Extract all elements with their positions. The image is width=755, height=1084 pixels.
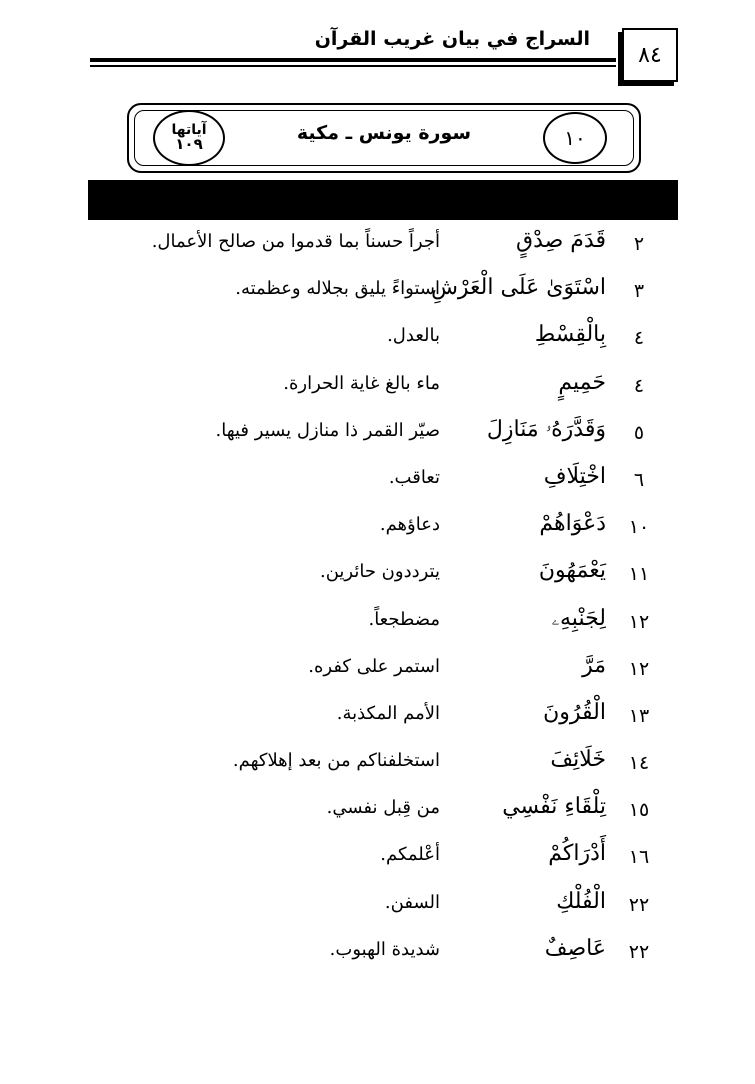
verse-count-badge (153, 110, 225, 166)
glossary-entry (88, 741, 678, 788)
glossary-entry (88, 364, 678, 411)
glossary-entry (88, 269, 678, 316)
word-meaning: السفن. (384, 891, 440, 913)
quranic-word: بِالْقِسْطِ (534, 322, 606, 348)
verse-number: ١٦ (628, 846, 650, 869)
page-number (622, 28, 678, 82)
glossary-entry (88, 647, 678, 694)
surah-banner (127, 103, 641, 173)
verse-number: ٤ (633, 327, 645, 350)
word-meaning: أعْلمكم. (380, 844, 440, 866)
word-meaning: الأمم المكذبة. (336, 702, 440, 724)
glossary-entry (88, 316, 678, 363)
glossary-entry (88, 505, 678, 552)
quranic-word: قَدَمَ صِدْقٍ (516, 228, 606, 253)
page-header (90, 24, 678, 84)
surah-name: سورة يونس ـ مكية (296, 122, 472, 144)
word-meaning: استخلفناكم من بعد إهلاكهم. (232, 750, 440, 772)
glossary-entry (88, 788, 678, 835)
verse-number: ٦ (633, 468, 645, 491)
glossary-entry (88, 835, 678, 882)
word-meaning: استمر على كفره. (308, 655, 440, 677)
verse-number: ٣ (633, 280, 645, 303)
word-meaning: صيّر القمر ذا منازل يسير فيها. (215, 419, 440, 441)
glossary-entry (88, 458, 678, 505)
glossary-entry (88, 411, 678, 458)
verse-number: ٥ (633, 421, 645, 444)
word-meaning: يترددون حائرين. (319, 561, 440, 583)
verse-number: ٤ (633, 374, 645, 397)
quranic-word: يَعْمَهُونَ (538, 558, 606, 584)
verse-number: ٢٢ (628, 940, 650, 963)
word-meaning: أجراً حسناً بما قدموا من صالح الأعمال. (151, 231, 440, 252)
verse-count-label: آياتها (171, 121, 207, 138)
quranic-word: خَلَائِفَ (550, 747, 606, 773)
verse-number: ١٠ (628, 516, 650, 539)
quranic-word: الْقُرُونَ (543, 699, 606, 725)
book-title: السراج في بيان غريب القرآن (314, 28, 590, 50)
verse-number: ١٤ (628, 752, 650, 775)
glossary-entry (88, 552, 678, 599)
quranic-word: الْفُلْكِ (556, 888, 606, 914)
verse-number: ١٢ (628, 610, 650, 633)
verse-number: ٢ (633, 233, 645, 255)
word-meaning: ماء بالغ غاية الحرارة. (283, 372, 440, 394)
glossary-entry (88, 694, 678, 741)
surah-number: ١٠ (564, 126, 586, 150)
word-meaning: بالعدل. (387, 325, 440, 347)
page-number-text: ٨٤ (638, 42, 662, 68)
verse-number: ١٢ (628, 657, 650, 680)
quranic-word: تِلْقَاءِ نَفْسِي (502, 794, 606, 820)
quranic-word: حَمِيمٍ (558, 369, 606, 395)
quranic-word: مَرَّ (582, 652, 606, 678)
glossary-entry (88, 600, 678, 647)
verse-number: ١٥ (628, 799, 650, 822)
section-band (88, 180, 678, 220)
word-meaning: من قِبل نفسي. (326, 797, 440, 819)
verse-number: ١١ (628, 563, 650, 586)
verse-number: ٢٢ (628, 893, 650, 916)
quranic-word: وَقَدَّرَهُۥ مَنَازِلَ (486, 416, 606, 442)
header-rule-thin (90, 65, 616, 67)
verse-number: ١٣ (628, 704, 650, 727)
glossary-entry (88, 222, 678, 269)
quranic-word: أَدْرَاكُمْ (548, 841, 606, 867)
glossary-entry (88, 930, 678, 977)
quranic-word: لِجَنْبِهِۦ (551, 605, 606, 631)
quranic-word: عَاصِفٌ (544, 935, 606, 961)
word-meaning: استواءً يليق بجلاله وعظمته. (235, 278, 440, 300)
glossary-entry (88, 883, 678, 930)
glossary-list (88, 222, 678, 977)
quranic-word: اخْتِلَافِ (543, 463, 606, 489)
header-rule (90, 58, 616, 62)
word-meaning: تعاقب. (388, 466, 440, 488)
surah-number-badge (543, 112, 607, 164)
quranic-word: اسْتَوَىٰ عَلَى الْعَرْشِ (431, 275, 606, 301)
word-meaning: دعاؤهم. (379, 514, 440, 536)
word-meaning: شديدة الهبوب. (329, 938, 440, 960)
word-meaning: مضطجعاً. (368, 608, 440, 630)
quranic-word: دَعْوَاهُمْ (539, 511, 606, 537)
verse-count: ١٠٩ (175, 135, 203, 154)
